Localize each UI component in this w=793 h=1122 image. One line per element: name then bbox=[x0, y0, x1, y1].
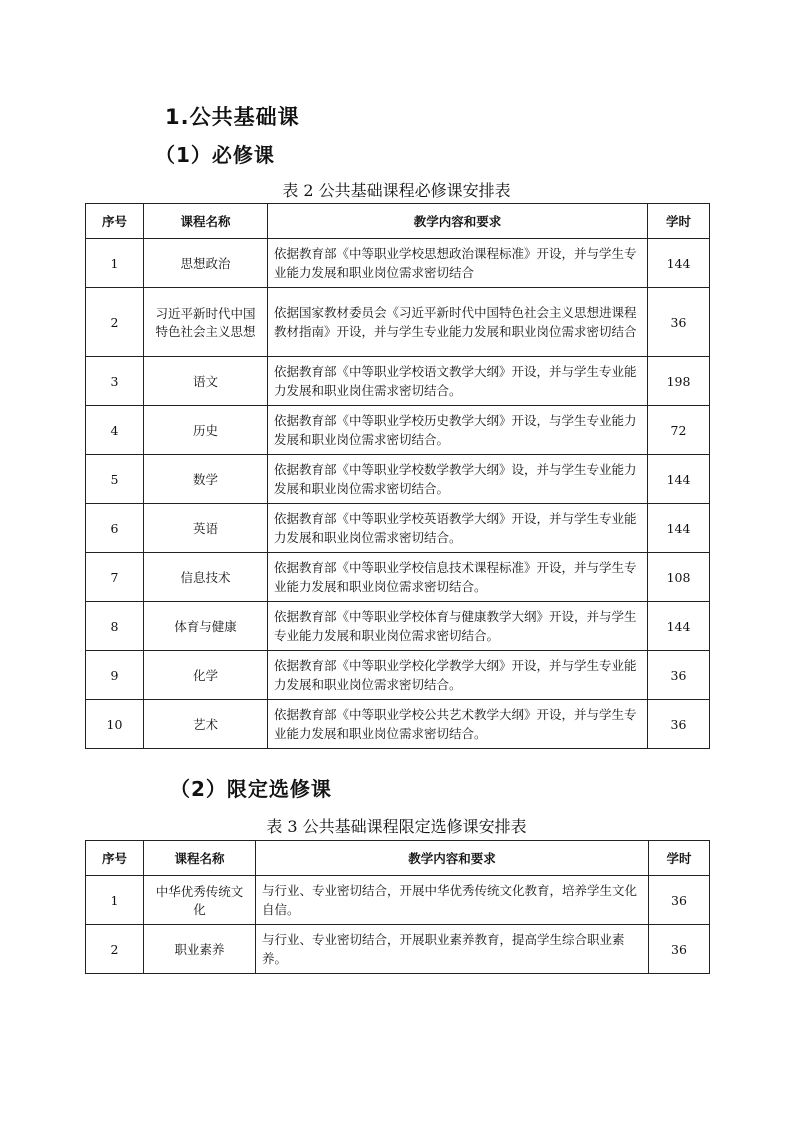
table-row bbox=[86, 357, 710, 406]
header-hours: 学时 bbox=[649, 841, 710, 876]
row-no: 1 bbox=[86, 876, 144, 925]
table-row bbox=[86, 700, 710, 749]
row-hours: 36 bbox=[648, 288, 710, 357]
row-no: 2 bbox=[86, 288, 144, 357]
table-header-row bbox=[86, 841, 710, 876]
row-no: 2 bbox=[86, 925, 144, 974]
row-content: 依据教育部《中等职业学校英语教学大纲》开设，并与学生专业能力发展和职业岗位需求密切结合。 bbox=[268, 504, 648, 553]
row-name: 信息技术 bbox=[144, 553, 268, 602]
header-name: 课程名称 bbox=[144, 841, 256, 876]
row-hours: 198 bbox=[648, 357, 710, 406]
row-no: 9 bbox=[86, 651, 144, 700]
required-courses-table bbox=[85, 203, 710, 749]
header-hours: 学时 bbox=[648, 204, 710, 239]
row-hours: 144 bbox=[648, 455, 710, 504]
row-name: 职业素养 bbox=[144, 925, 256, 974]
row-no: 1 bbox=[86, 239, 144, 288]
header-content: 教学内容和要求 bbox=[256, 841, 649, 876]
header-content: 教学内容和要求 bbox=[268, 204, 648, 239]
table-row bbox=[86, 876, 710, 925]
section-title: 1.公共基础课 bbox=[165, 105, 300, 129]
row-name: 历史 bbox=[144, 406, 268, 455]
table-row bbox=[86, 651, 710, 700]
row-name: 中华优秀传统文化 bbox=[144, 876, 256, 925]
row-no: 6 bbox=[86, 504, 144, 553]
header-no: 序号 bbox=[86, 204, 144, 239]
row-hours: 36 bbox=[648, 700, 710, 749]
row-no: 3 bbox=[86, 357, 144, 406]
row-content: 依据教育部《中等职业学校化学教学大纲》开设，并与学生专业能力发展和职业岗位需求密切结合。 bbox=[268, 651, 648, 700]
table-row bbox=[86, 504, 710, 553]
table-row bbox=[86, 925, 710, 974]
row-no: 8 bbox=[86, 602, 144, 651]
row-content: 依据教育部《中等职业学校语文教学大纲》开设，并与学生专业能力发展和职业岗住需求密切结合。 bbox=[268, 357, 648, 406]
table-row bbox=[86, 553, 710, 602]
header-no: 序号 bbox=[86, 841, 144, 876]
row-hours: 144 bbox=[648, 504, 710, 553]
table-row bbox=[86, 239, 710, 288]
row-no: 4 bbox=[86, 406, 144, 455]
table-row bbox=[86, 602, 710, 651]
row-name: 化学 bbox=[144, 651, 268, 700]
row-name: 思想政治 bbox=[144, 239, 268, 288]
row-hours: 72 bbox=[648, 406, 710, 455]
elective-courses-table bbox=[85, 840, 710, 974]
row-name: 语文 bbox=[144, 357, 268, 406]
row-no: 5 bbox=[86, 455, 144, 504]
row-hours: 36 bbox=[649, 876, 710, 925]
row-content: 依据教育部《中等职业学校公共艺术教学大纲》开设，并与学生专业能力发展和职业岗位需求密切结合。 bbox=[268, 700, 648, 749]
row-content: 依据教育部《中等职业学校思想政治课程标准》开设，并与学生专业能力发展和职业岗位需求密切结合 bbox=[268, 239, 648, 288]
row-no: 7 bbox=[86, 553, 144, 602]
row-name: 英语 bbox=[144, 504, 268, 553]
table-header-row bbox=[86, 204, 710, 239]
table-row bbox=[86, 455, 710, 504]
row-content: 依据教育部《中等职业学校体育与健康教学大纲》开设，并与学生专业能力发展和职业岗位需求密切结合。 bbox=[268, 602, 648, 651]
table-row bbox=[86, 288, 710, 357]
table-row bbox=[86, 406, 710, 455]
table2-caption: 表 3 公共基础课程限定选修课安排表 bbox=[266, 817, 527, 836]
row-name: 体育与健康 bbox=[144, 602, 268, 651]
subsection-title-required: （1）必修课 bbox=[155, 143, 275, 167]
row-content: 依据教育部《中等职业学校历史教学大纲》开设，与学生专业能力发展和职业岗位需求密切结合。 bbox=[268, 406, 648, 455]
row-content: 依据教育部《中等职业学校信息技术课程标准》开设，并与学生专业能力发展和职业岗位需求密切结合。 bbox=[268, 553, 648, 602]
row-hours: 144 bbox=[648, 239, 710, 288]
header-name: 课程名称 bbox=[144, 204, 268, 239]
row-hours: 36 bbox=[648, 651, 710, 700]
row-content: 依据教育部《中等职业学校数学教学大纲》设，并与学生专业能力发展和职业岗位需求密切结合。 bbox=[268, 455, 648, 504]
row-content: 与行业、专业密切结合，开展职业素养教育，提高学生综合职业素养。 bbox=[256, 925, 649, 974]
row-hours: 36 bbox=[649, 925, 710, 974]
row-name: 习近平新时代中国特色社会主义思想 bbox=[144, 288, 268, 357]
row-name: 艺术 bbox=[144, 700, 268, 749]
row-hours: 108 bbox=[648, 553, 710, 602]
row-no: 10 bbox=[86, 700, 144, 749]
table1-caption: 表 2 公共基础课程必修课安排表 bbox=[282, 181, 511, 200]
row-name: 数学 bbox=[144, 455, 268, 504]
subsection-title-elective: （2）限定选修课 bbox=[170, 777, 332, 801]
row-content: 与行业、专业密切结合，开展中华优秀传统文化教育，培养学生文化自信。 bbox=[256, 876, 649, 925]
row-content: 依据国家教材委员会《习近平新时代中国特色社会主义思想进课程教材指南》开设，并与学生专业能力发展和职业岗位需求密切结合 bbox=[268, 288, 648, 357]
row-hours: 144 bbox=[648, 602, 710, 651]
